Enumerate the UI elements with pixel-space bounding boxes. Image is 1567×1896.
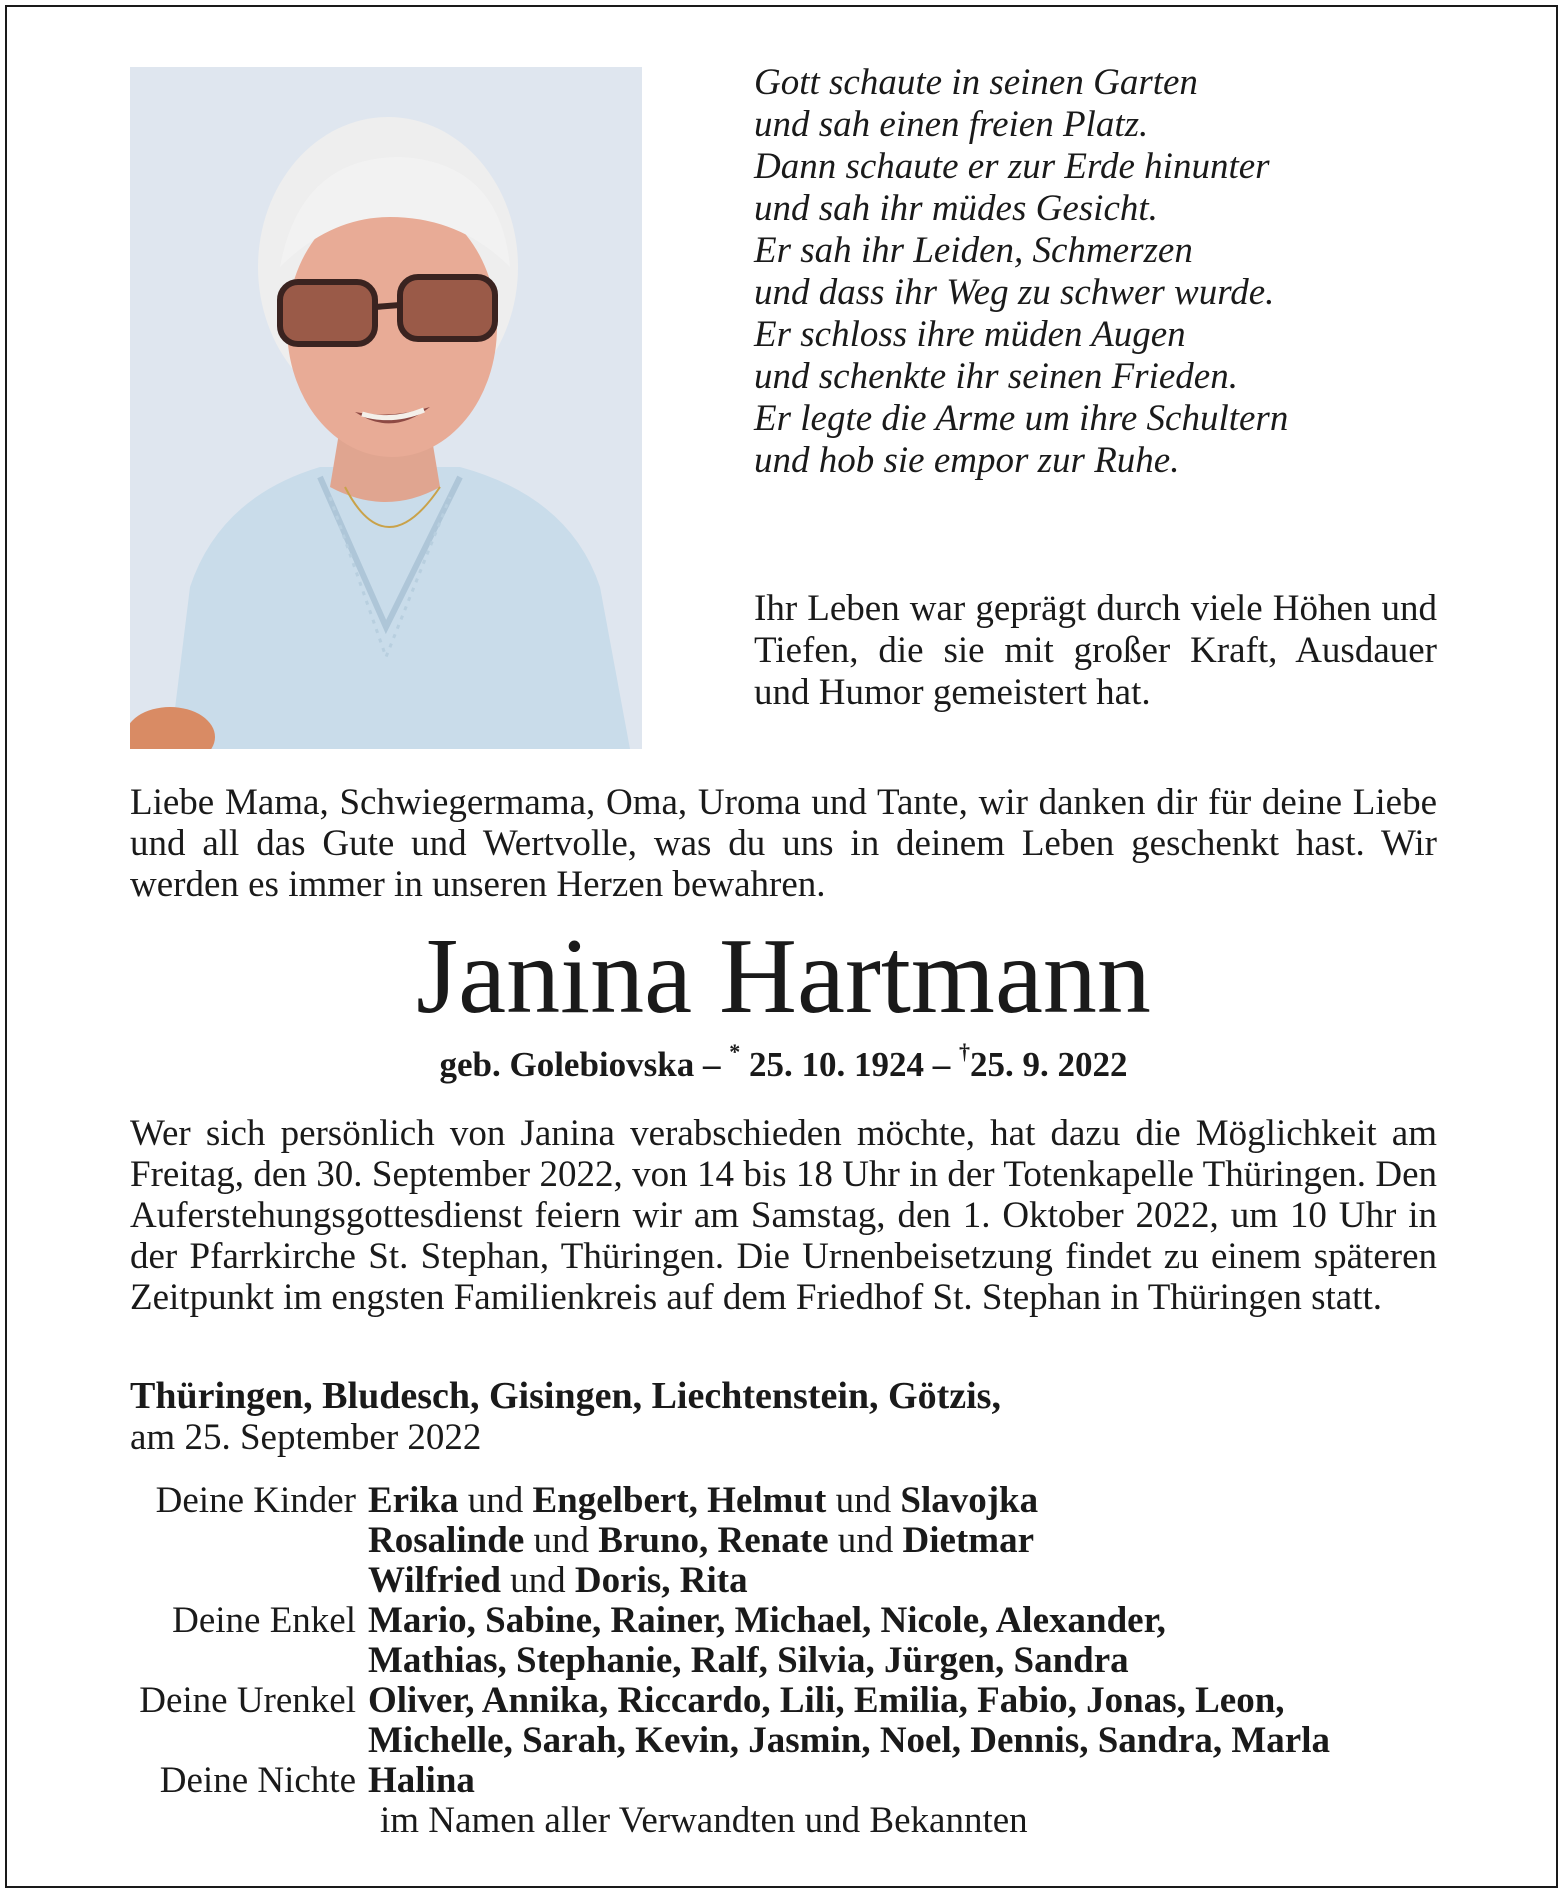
poem-line: und sah einen freien Platz. bbox=[754, 104, 1149, 145]
portrait-illustration bbox=[130, 67, 642, 749]
mourner-row-urenkel bbox=[0, 1681, 1567, 1721]
poem-line: und hob sie empor zur Ruhe. bbox=[754, 440, 1180, 481]
poem bbox=[754, 62, 1474, 482]
mourner-names: Wilfried und Doris, Rita bbox=[368, 1560, 748, 1601]
poem-line: Er sah ihr Leiden, Schmerzen bbox=[754, 230, 1193, 271]
mourner-row-nichte bbox=[0, 1761, 1567, 1801]
mourner-label: Deine Nichte bbox=[159, 1760, 356, 1801]
mourner-label: Deine Enkel bbox=[172, 1600, 356, 1641]
poem-line: Er legte die Arme um ihre Schultern bbox=[754, 398, 1289, 439]
birth-symbol: * bbox=[729, 1039, 741, 1065]
mourner-row-kinder-cont bbox=[0, 1521, 1567, 1561]
poem-line: und dass ihr Weg zu schwer wurde. bbox=[754, 272, 1275, 313]
mourner-names: Rosalinde und Bruno, Renate und Dietmar bbox=[368, 1520, 1034, 1561]
mourner-row-kinder bbox=[0, 1481, 1567, 1521]
mourner-label: Deine Urenkel bbox=[139, 1680, 356, 1721]
closing-line: im Namen aller Verwandten und Bekannten bbox=[380, 1800, 1028, 1841]
death-symbol: † bbox=[959, 1039, 970, 1065]
places-line: Thüringen, Bludesch, Gisingen, Liechtenstein, Götzis, bbox=[130, 1375, 1001, 1417]
death-date: 25. 9. 2022 bbox=[970, 1045, 1128, 1084]
mourner-names: Mario, Sabine, Rainer, Michael, Nicole, Alexander, bbox=[368, 1600, 1166, 1641]
mourner-names: Erika und Engelbert, Helmut und Slavojka bbox=[368, 1480, 1039, 1521]
mourner-label: Deine Kinder bbox=[155, 1480, 356, 1521]
mourner-names: Oliver, Annika, Riccardo, Lili, Emilia, Fabio, Jonas, Leon, bbox=[368, 1680, 1285, 1721]
birth-date: 25. 10. 1924 bbox=[749, 1045, 924, 1084]
deceased-name: Janina Hartmann bbox=[416, 917, 1151, 1036]
birth-death-line: geb. Golebiovska – * 25. 10. 1924 – †25. 9. 2022 bbox=[439, 1039, 1128, 1084]
poem-line: Dann schaute er zur Erde hinunter bbox=[754, 146, 1270, 187]
poem-line: und schenkte ihr seinen Frieden. bbox=[754, 356, 1238, 397]
place-date: am 25. September 2022 bbox=[130, 1417, 482, 1458]
life-paragraph: Ihr Leben war geprägt durch viele Höhen und Tiefen, die sie mit großer Kraft, Ausdauer und Humor gemeistert hat. bbox=[754, 588, 1437, 713]
portrait-photo bbox=[130, 67, 642, 749]
mourner-names: Mathias, Stephanie, Ralf, Silvia, Jürgen, Sandra bbox=[368, 1640, 1129, 1681]
birth-name: geb. Golebiovska bbox=[439, 1045, 695, 1084]
mourner-row-kinder-cont bbox=[0, 1561, 1567, 1601]
mourners-list bbox=[0, 1481, 1567, 1841]
mourner-row-enkel bbox=[0, 1601, 1567, 1641]
mourner-names: Michelle, Sarah, Kevin, Jasmin, Noel, Dennis, Sandra, Marla bbox=[368, 1720, 1330, 1761]
thanks-paragraph: Liebe Mama, Schwiegermama, Oma, Uroma und Tante, wir danken dir für deine Liebe und all das Gute und Wertvolle, was du uns in deinem Leben geschenkt hast. Wir werden es immer in unseren Herzen bewahren. bbox=[130, 782, 1437, 905]
poem-line: Er schloss ihre müden Augen bbox=[754, 314, 1186, 355]
mourner-names: Halina bbox=[368, 1760, 475, 1801]
poem-line: Gott schaute in seinen Garten bbox=[754, 62, 1198, 103]
poem-line: und sah ihr müdes Gesicht. bbox=[754, 188, 1158, 229]
service-paragraph: Wer sich persönlich von Janina verabschieden möchte, hat dazu die Möglichkeit am Freitag, den 30. September 2022, von 14 bis 18 Uhr in der Totenkapelle Thüringen. Den Auferstehungsgottesdienst feiern wir am Samstag, den 1. Oktober 2022, um 10 Uhr in der Pfarrkirche St. Stephan, Thüringen. Die Urnenbeisetzung findet zu einem späteren Zeitpunkt im engsten Familienkreis auf dem Friedhof St. Stephan in Thüringen statt. bbox=[130, 1113, 1437, 1318]
